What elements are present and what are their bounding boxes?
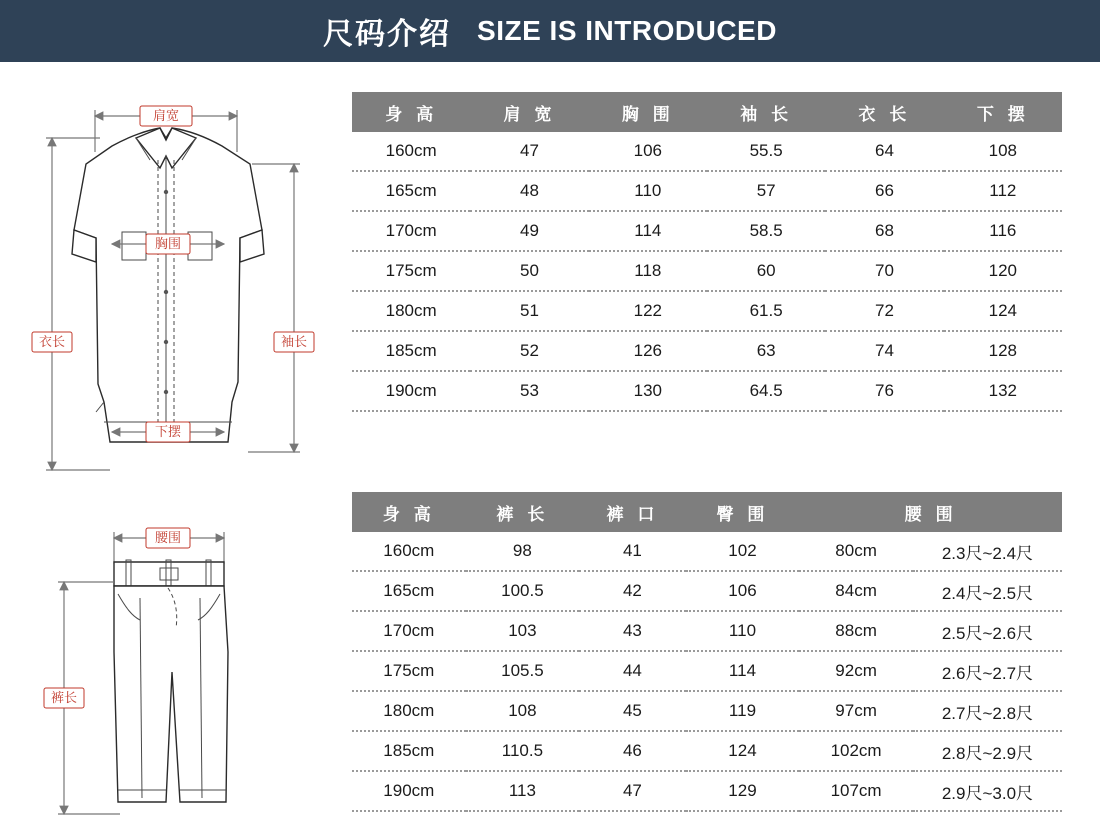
cell-chest: 130 bbox=[589, 371, 707, 411]
cell-chest: 114 bbox=[589, 211, 707, 251]
content-area bbox=[0, 62, 1100, 837]
cell-height: 160cm bbox=[352, 132, 470, 171]
column-header-hip: 臀 围 bbox=[686, 492, 800, 532]
cell-chest: 122 bbox=[589, 291, 707, 331]
table-row bbox=[352, 291, 1062, 331]
cell-shoulder: 48 bbox=[470, 171, 588, 211]
cell-waist-cm: 80cm bbox=[799, 532, 913, 571]
jacket-hem-label: 下摆 bbox=[154, 425, 182, 440]
cell-pants-opening: 45 bbox=[579, 691, 686, 731]
cell-hem: 116 bbox=[944, 211, 1062, 251]
cell-height: 175cm bbox=[352, 251, 470, 291]
cell-length: 64 bbox=[825, 132, 943, 171]
cell-waist-chi: 2.7尺~2.8尺 bbox=[913, 691, 1062, 731]
cell-length: 66 bbox=[825, 171, 943, 211]
cell-pants-opening: 43 bbox=[579, 611, 686, 651]
cell-length: 74 bbox=[825, 331, 943, 371]
cell-hem: 132 bbox=[944, 371, 1062, 411]
cell-waist-cm: 84cm bbox=[799, 571, 913, 611]
column-header-length: 衣 长 bbox=[825, 92, 943, 132]
cell-shoulder: 49 bbox=[470, 211, 588, 251]
cell-height: 170cm bbox=[352, 611, 466, 651]
cell-chest: 110 bbox=[589, 171, 707, 211]
cell-chest: 118 bbox=[589, 251, 707, 291]
cell-sleeve: 61.5 bbox=[707, 291, 825, 331]
page-title-en: SIZE IS INTRODUCED bbox=[477, 15, 777, 46]
cell-height: 165cm bbox=[352, 171, 470, 211]
pants-size-table bbox=[352, 492, 1062, 812]
cell-waist-cm: 107cm bbox=[799, 771, 913, 811]
table-row bbox=[352, 771, 1062, 811]
cell-sleeve: 55.5 bbox=[707, 132, 825, 171]
cell-height: 180cm bbox=[352, 691, 466, 731]
pants-figure bbox=[0, 502, 345, 837]
cell-hip: 114 bbox=[686, 651, 800, 691]
cell-hem: 124 bbox=[944, 291, 1062, 331]
cell-pants-opening: 41 bbox=[579, 532, 686, 571]
jacket-shoulder-label: 肩宽 bbox=[152, 109, 180, 124]
pants-waist-label: 腰围 bbox=[154, 531, 182, 546]
cell-hem: 120 bbox=[944, 251, 1062, 291]
cell-sleeve: 58.5 bbox=[707, 211, 825, 251]
cell-pants-length: 113 bbox=[466, 771, 580, 811]
cell-waist-chi: 2.9尺~3.0尺 bbox=[913, 771, 1062, 811]
cell-height: 160cm bbox=[352, 532, 466, 571]
table-row bbox=[352, 731, 1062, 771]
cell-shoulder: 47 bbox=[470, 132, 588, 171]
table-row bbox=[352, 532, 1062, 571]
cell-height: 190cm bbox=[352, 771, 466, 811]
cell-waist-chi: 2.5尺~2.6尺 bbox=[913, 611, 1062, 651]
table-row bbox=[352, 691, 1062, 731]
cell-hem: 108 bbox=[944, 132, 1062, 171]
cell-pants-length: 108 bbox=[466, 691, 580, 731]
cell-sleeve: 60 bbox=[707, 251, 825, 291]
cell-hip: 124 bbox=[686, 731, 800, 771]
cell-hip: 129 bbox=[686, 771, 800, 811]
column-header-shoulder: 肩 宽 bbox=[470, 92, 588, 132]
table-row bbox=[352, 211, 1062, 251]
cell-waist-cm: 88cm bbox=[799, 611, 913, 651]
cell-height: 170cm bbox=[352, 211, 470, 251]
table-row bbox=[352, 371, 1062, 411]
table-header-row bbox=[352, 492, 1062, 532]
cell-height: 185cm bbox=[352, 331, 470, 371]
cell-waist-chi: 2.4尺~2.5尺 bbox=[913, 571, 1062, 611]
column-header-hem: 下 摆 bbox=[944, 92, 1062, 132]
cell-height: 180cm bbox=[352, 291, 470, 331]
cell-pants-opening: 44 bbox=[579, 651, 686, 691]
column-header-pants-length: 裤 长 bbox=[466, 492, 580, 532]
cell-height: 185cm bbox=[352, 731, 466, 771]
cell-pants-length: 110.5 bbox=[466, 731, 580, 771]
cell-pants-opening: 47 bbox=[579, 771, 686, 811]
cell-pants-length: 105.5 bbox=[466, 651, 580, 691]
cell-hip: 102 bbox=[686, 532, 800, 571]
cell-waist-cm: 97cm bbox=[799, 691, 913, 731]
page-title-cn: 尺码介绍 bbox=[323, 17, 452, 52]
cell-hip: 119 bbox=[686, 691, 800, 731]
column-header-pants-opening: 裤 口 bbox=[579, 492, 686, 532]
cell-height: 190cm bbox=[352, 371, 470, 411]
jacket-size-table bbox=[352, 92, 1062, 412]
cell-pants-length: 100.5 bbox=[466, 571, 580, 611]
cell-sleeve: 64.5 bbox=[707, 371, 825, 411]
cell-pants-length: 103 bbox=[466, 611, 580, 651]
table-row bbox=[352, 251, 1062, 291]
table-header-row bbox=[352, 92, 1062, 132]
cell-shoulder: 52 bbox=[470, 331, 588, 371]
cell-shoulder: 51 bbox=[470, 291, 588, 331]
cell-length: 70 bbox=[825, 251, 943, 291]
table-row bbox=[352, 331, 1062, 371]
column-header-height: 身 高 bbox=[352, 92, 470, 132]
cell-height: 165cm bbox=[352, 571, 466, 611]
cell-waist-cm: 102cm bbox=[799, 731, 913, 771]
cell-waist-chi: 2.8尺~2.9尺 bbox=[913, 731, 1062, 771]
cell-shoulder: 50 bbox=[470, 251, 588, 291]
jacket-chest-label: 胸围 bbox=[154, 237, 182, 252]
jacket-figure bbox=[0, 82, 345, 502]
column-header-height: 身 高 bbox=[352, 492, 466, 532]
table-row bbox=[352, 171, 1062, 211]
cell-length: 76 bbox=[825, 371, 943, 411]
cell-height: 175cm bbox=[352, 651, 466, 691]
cell-length: 68 bbox=[825, 211, 943, 251]
cell-hip: 110 bbox=[686, 611, 800, 651]
cell-shoulder: 53 bbox=[470, 371, 588, 411]
cell-chest: 106 bbox=[589, 132, 707, 171]
jacket-sleeve-label: 袖长 bbox=[280, 335, 308, 350]
column-header-waist: 腰 围 bbox=[799, 492, 1062, 532]
cell-sleeve: 57 bbox=[707, 171, 825, 211]
cell-pants-length: 98 bbox=[466, 532, 580, 571]
cell-hem: 128 bbox=[944, 331, 1062, 371]
cell-length: 72 bbox=[825, 291, 943, 331]
cell-hem: 112 bbox=[944, 171, 1062, 211]
column-header-chest: 胸 围 bbox=[589, 92, 707, 132]
table-row bbox=[352, 132, 1062, 171]
column-header-sleeve: 袖 长 bbox=[707, 92, 825, 132]
table-row bbox=[352, 651, 1062, 691]
table-row bbox=[352, 571, 1062, 611]
page-header bbox=[0, 0, 1100, 62]
pants-length-label: 裤长 bbox=[50, 691, 78, 706]
cell-waist-chi: 2.3尺~2.4尺 bbox=[913, 532, 1062, 571]
cell-pants-opening: 42 bbox=[579, 571, 686, 611]
cell-pants-opening: 46 bbox=[579, 731, 686, 771]
table-row bbox=[352, 611, 1062, 651]
cell-sleeve: 63 bbox=[707, 331, 825, 371]
cell-waist-cm: 92cm bbox=[799, 651, 913, 691]
jacket-length-label: 衣长 bbox=[38, 335, 66, 350]
cell-chest: 126 bbox=[589, 331, 707, 371]
cell-waist-chi: 2.6尺~2.7尺 bbox=[913, 651, 1062, 691]
cell-hip: 106 bbox=[686, 571, 800, 611]
